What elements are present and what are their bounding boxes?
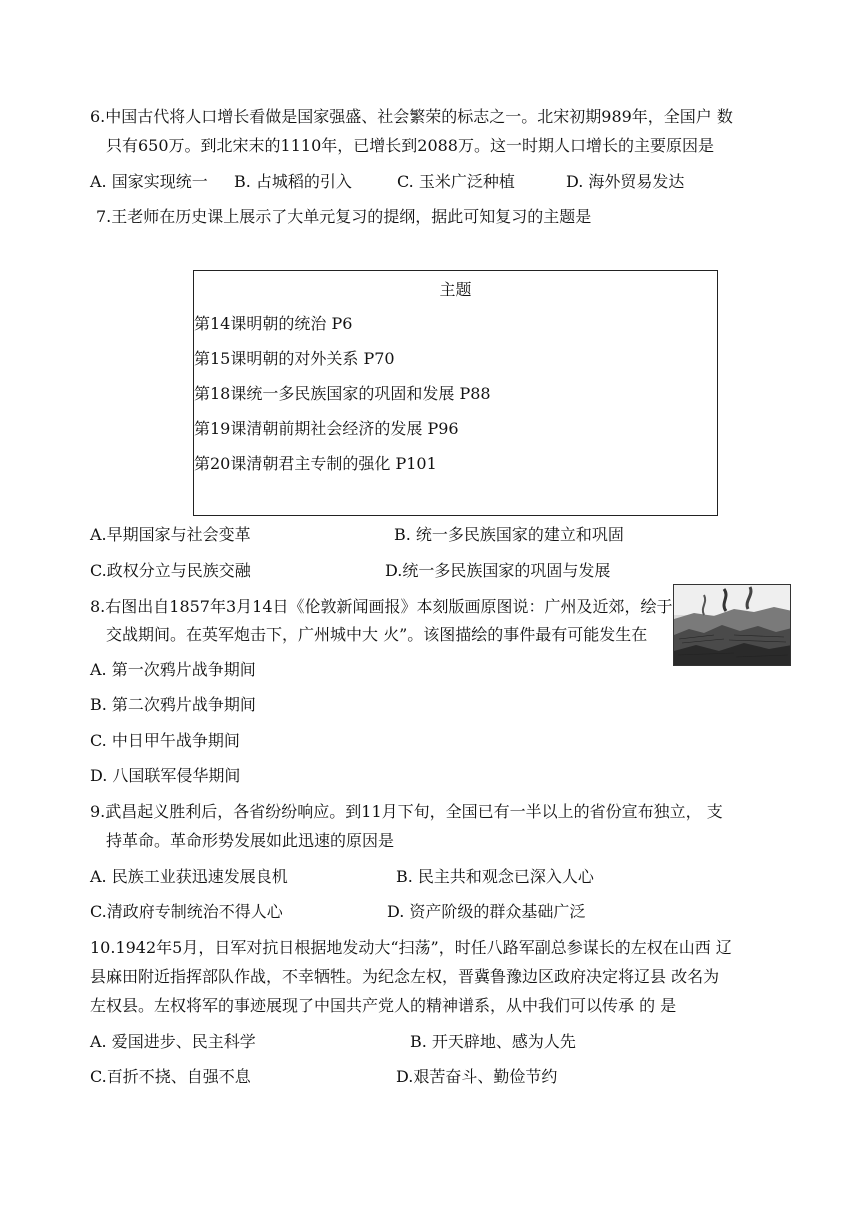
q8-stem-line-1: 8.右图出自1857年3月14日《伦敦新闻画报》本刻版画原图说：广州及近郊，绘于 [90,597,673,616]
q7-stem: 7.王老师在历史课上展示了大单元复习的提纲，据此可知复习的主题是 [96,207,592,226]
q10-option-a: A. 爱国进步、民主科学 [90,1032,256,1051]
q9-stem-line-1: 9.武昌起义胜利后，各省纷纷响应。到11月下旬，全国已有一半以上的省份宣布独立， 支 [90,802,723,821]
engraving-image [673,584,791,666]
q6-option-d: D. 海外贸易发达 [566,172,685,191]
q7-option-b: B. 统一多民族国家的建立和巩固 [394,525,624,544]
q8-stem-line-2: 交战期间。在英军炮击下，广州城中大 火”。该图描绘的事件最有可能发生在 [106,625,648,644]
q9-option-c: C.清政府专制统治不得人心 [90,902,283,921]
q8-option-c: C. 中日甲午战争期间 [90,731,240,750]
q6-option-b: B. 占城稻的引入 [234,172,352,191]
q7-option-a: A.早期国家与社会变革 [90,525,251,544]
q10-option-d: D.艰苦奋斗、勤俭节约 [396,1067,558,1086]
q10-option-c: C.百折不挠、自强不息 [90,1067,251,1086]
q8-option-b: B. 第二次鸦片战争期间 [90,695,256,714]
q10-stem-line-2: 县麻田附近指挥部队作战，不幸牺牲。为纪念左权，晋冀鲁豫边区政府决定将辽县 改名为 [90,967,720,986]
q7-outline-item: 第20课清朝君主专制的强化 P101 [194,454,437,473]
q10-stem-line-3: 左权县。左权将军的事迹展现了中国共产党人的精神谱系，从中我们可以传承 的 是 [90,996,677,1015]
q7-outline-item: 第15课明朝的对外关系 P70 [194,349,395,368]
q7-outline-item: 第19课清朝前期社会经济的发展 P96 [194,419,459,438]
q6-stem-line-2: 只有650万。到北宋末的1110年，已增长到2088万。这一时期人口增长的主要原因是 [106,136,714,155]
q7-outline-item: 第14课明朝的统治 P6 [194,314,353,333]
q8-option-d: D. 八国联军侵华期间 [90,766,241,785]
q7-option-d: D.统一多民族国家的巩固与发展 [385,561,611,580]
q10-stem-line-1: 10.1942年5月，日军对抗日根据地发动大“扫荡”，时任八路军副总参谋长的左权在山西 辽 [90,938,732,957]
q6-stem-line-1: 6.中国古代将人口增长看做是国家强盛、社会繁荣的标志之一。北宋初期989年，全国户 数 [90,107,733,126]
q6-option-c: C. 玉米广泛种植 [397,172,515,191]
q7-outline-title: 主题 [439,280,472,299]
q7-outline-item: 第18课统一多民族国家的巩固和发展 P88 [194,384,491,403]
q8-option-a: A. 第一次鸦片战争期间 [90,660,256,679]
q7-option-c: C.政权分立与民族交融 [90,561,251,580]
q9-option-a: A. 民族工业获迅速发展良机 [90,867,288,886]
q9-option-b: B. 民主共和观念已深入人心 [396,867,594,886]
canton-bombardment-engraving [674,585,791,666]
q7-outline-box [193,270,718,516]
q9-option-d: D. 资产阶级的群众基础广泛 [387,902,586,921]
q6-option-a: A. 国家实现统一 [90,172,208,191]
q10-option-b: B. 开天辟地、感为人先 [410,1032,576,1051]
q9-stem-line-2: 持革命。革命形势发展如此迅速的原因是 [106,831,395,850]
